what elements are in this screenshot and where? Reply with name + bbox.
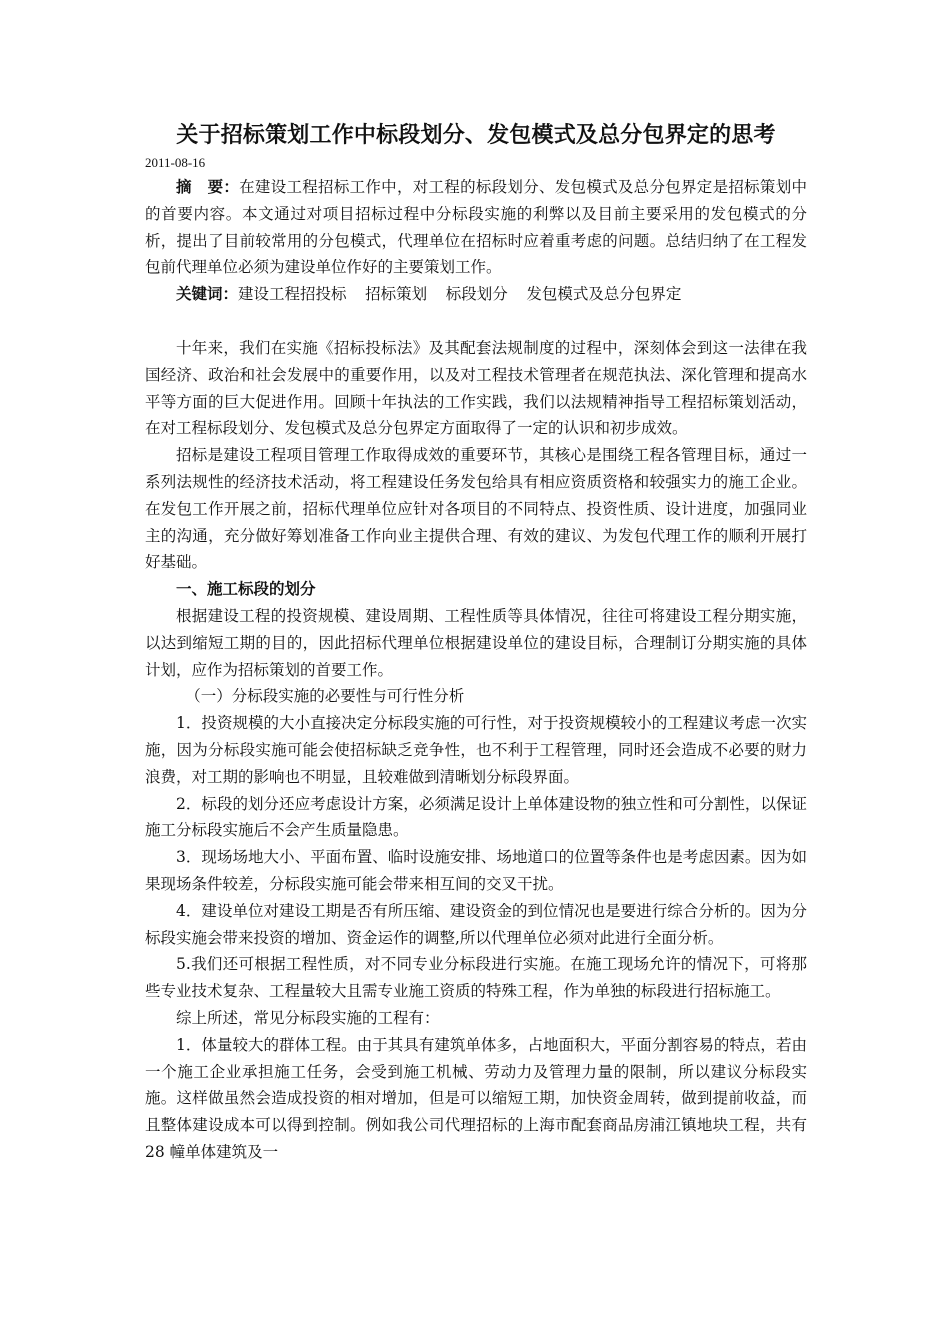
document-page	[145, 118, 807, 1166]
keyword: 标段划分	[445, 285, 508, 304]
keyword: 发包模式及总分包界定	[526, 285, 682, 304]
abstract	[145, 174, 807, 281]
section-intro: 根据建设工程的投资规模、建设周期、工程性质等具体情况，往往可将建设工程分期实施，以达到缩短工期的目的，因此招标代理单位根据建设单位的建设目标，合理制订分期实施的具体计划，应作为招标策划的首要工作。	[145, 606, 807, 679]
document-title: 关于招标策划工作中标段划分、发包模式及总分包界定的思考	[176, 122, 776, 148]
keyword: 招标策划	[365, 285, 428, 304]
list-item: 1．投资规模的大小直接决定分标段实施的可行性，对于投资规模较小的工程建议考虑一次实施，因为分标段实施可能会使招标缺乏竞争性，也不利于工程管理，同时还会造成不必要的财力浪费，对工期的影响也不明显，且较难做到清晰划分标段界面。	[145, 714, 807, 786]
publish-date: 2011-08-16	[145, 155, 206, 170]
summary-line: 综上所述，常见分标段实施的工程有：	[176, 1008, 440, 1027]
list-item: 4．建设单位对建设工期是否有所压缩、建设资金的到位情况也是要进行综合分析的。因为分标段实施会带来投资的增加、资金运作的调整,所以代理单位必须对此进行全面分析。	[145, 901, 807, 947]
abstract-text: 在建设工程招标工作中，对工程的标段划分、发包模式及总分包界定是招标策划中的首要内容。本文通过对项目招标过程中分标段实施的利弊以及目前主要采用的发包模式的分析，提出了目前较常用的分包模式，代理单位在招标时应着重考虑的问题。总结归纳了在工程发包前代理单位必须为建设单位作好的主要策划工作。	[145, 178, 807, 277]
body-paragraph: 招标是建设工程项目管理工作取得成效的重要环节，其核心是围绕工程各管理目标，通过一系列法规性的经济技术活动，将工程建设任务发包给具有相应资质资格和较强实力的施工企业。在发包工作开展之前，招标代理单位应针对各项目的不同特点、投资性质、设计进度，加强同业主的沟通，充分做好筹划准备工作向业主提供合理、有效的建议、为发包代理工作的顺利开展打好基础。	[145, 446, 807, 572]
subsection-heading: （一）分标段实施的必要性与可行性分析	[185, 687, 465, 706]
body-paragraph: 十年来，我们在实施《招标投标法》及其配套法规制度的过程中，深刻体会到这一法律在我国经济、政治和社会发展中的重要作用，以及对工程技术管理者在规范执法、深化管理和提高水平等方面的巨大促进作用。回顾十年执法的工作实践，我们以法规精神指导工程招标策划活动，在对工程标段划分、发包模式及总分包界定方面取得了一定的认识和初步成效。	[145, 338, 807, 438]
keywords-label: 关键词：	[176, 284, 239, 304]
keyword: 建设工程招投标	[238, 285, 347, 304]
list-item: 3．现场场地大小、平面布置、临时设施安排、场地道口的位置等条件也是考虑因素。因为如果现场条件较差，分标段实施可能会带来相互间的交叉干扰。	[145, 848, 807, 893]
list-item: 5.我们还可根据工程性质，对不同专业分标段进行实施。在施工现场允许的情况下，可将那些专业技术复杂、工程量较大且需专业施工资质的特殊工程，作为单独的标段进行招标施工。	[145, 955, 807, 1001]
abstract-label: 摘 要：	[176, 177, 240, 196]
list-item: 2．标段的划分还应考虑设计方案，必须满足设计上单体建设物的独立性和可分割性，以保证施工分标段实施后不会产生质量隐患。	[145, 794, 807, 840]
keywords	[145, 281, 807, 308]
list-item: 1．体量较大的群体工程。由于其具有建筑单体多，占地面积大，平面分割容易的特点，若由一个施工企业承担施工任务，会受到施工机械、劳动力及管理力量的限制，所以建议分标段实施。这样做虽然会造成投资的相对增加，但是可以缩短工期，加快资金周转，做到提前收益，而且整体建设成本可以得到控制。例如我公司代理招标的上海市配套商品房浦江镇地块工程，共有 28 幢单体建筑及一	[145, 1035, 807, 1161]
section-heading: 一、施工标段的划分	[176, 579, 316, 599]
blank-line	[145, 308, 807, 335]
